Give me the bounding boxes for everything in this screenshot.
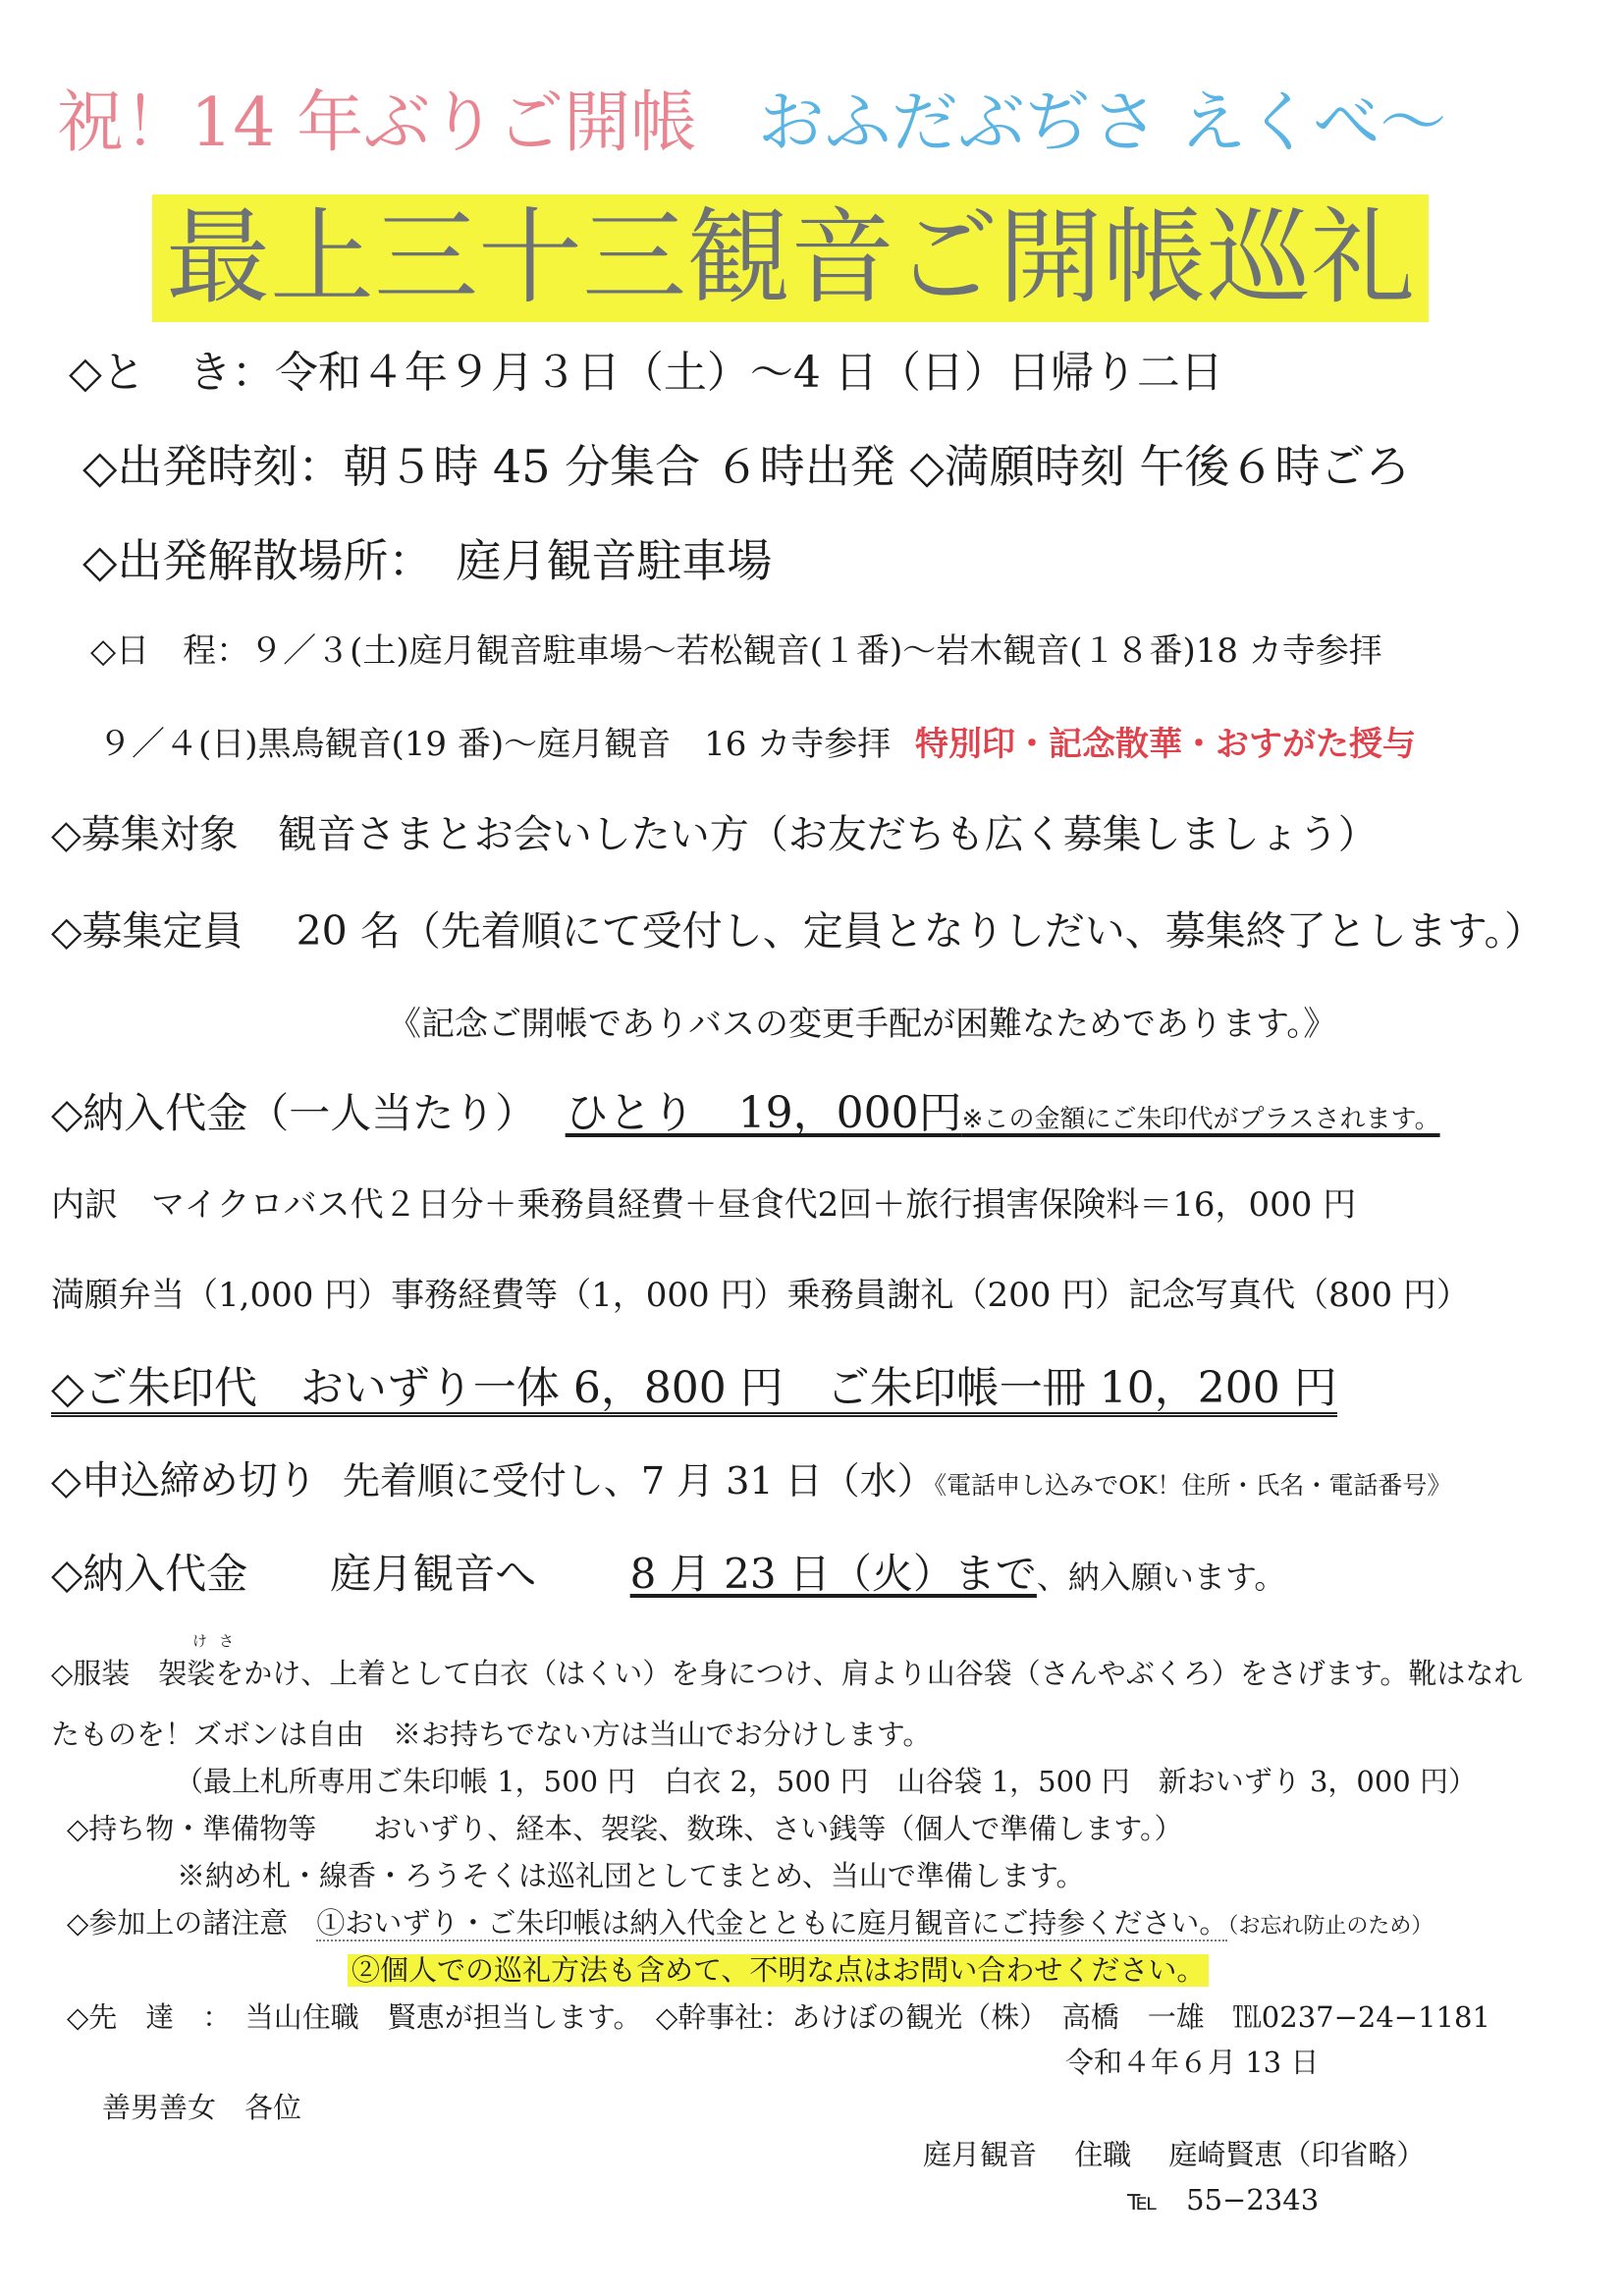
notes-label: ◇参加上の諸注意	[67, 1906, 317, 1940]
notes-item2: ②個人での巡礼方法も含めて、不明な点はお問い合わせください。	[348, 1954, 1209, 1987]
notes-line1	[67, 1906, 1434, 1940]
dress-line3-prices: （最上札所専用ご朱印帳 1，500 円 白衣 2，500 円 山谷袋 1，500 円 新おいずり 3，000 円）	[175, 1765, 1477, 1798]
capacity-note: 《記念ご開帳でありバスの変更手配が困難なためであります。》	[388, 1005, 1337, 1044]
payment-line	[51, 1550, 1286, 1598]
departure-line: ◇出発時刻：朝５時 45 分集合 ６時出発 ◇満願時刻 午後６時ごろ	[82, 440, 1411, 493]
addressee: 善男善女 各位	[102, 2091, 302, 2124]
guide-line: ◇先 達 ： 当山住職 賢恵が担当します。 ◇幹事社：あけぼの観光（株） 高橋 一雄 ℡0237−24−1181	[67, 2000, 1490, 2034]
notes-item1-small: （お忘れ防止のため）	[1227, 1914, 1434, 1939]
issue-date: 令和４年６月 13 日	[1065, 2046, 1320, 2079]
recruit-capacity: ◇募集定員 20 名（先着順にて受付し、定員となりしだい、募集終了とします。）	[51, 907, 1544, 955]
contact-phone: ℡ 55−2343	[1127, 2183, 1320, 2216]
payment-label: ◇納入代金 庭月観音へ	[51, 1550, 578, 1598]
headline	[57, 84, 1447, 162]
page-title: 最上三十三観音ご開帳巡礼	[152, 194, 1429, 322]
dress-line2: たものを！ズボンは自由 ※お持ちでない方は当山でお分けします。	[51, 1718, 932, 1751]
notes-item1: ①おいずり・ご朱印帳は納入代金とともに庭月観音にご持参ください。	[316, 1906, 1228, 1940]
dress-line1: ◇服装 袈裟をかけ、上着として白衣（はくい）を身につけ、肩より山谷袋（さんやぶくろ）をさげます。靴はなれ	[51, 1657, 1523, 1690]
fee-label: ◇納入代金（一人当たり）	[51, 1089, 537, 1137]
fee-amount: ひとり 19，000円	[565, 1088, 962, 1138]
recruit-target: ◇募集対象 観音さまとお会いしたい方（お友だちも広く募集しましょう）	[51, 812, 1378, 857]
headline-congrats: 祝！14 年ぶりご開帳	[57, 84, 698, 162]
headline-dialect: おふだぶぢさ えくべ〜	[757, 84, 1447, 162]
ruby-kesa: けさ	[192, 1632, 246, 1650]
fee-note: ※この金額にご朱印代がプラスされます。	[961, 1105, 1440, 1134]
breakdown-line1: 内訳 マイクロバス代２日分＋乗務員経費＋昼食代2回＋旅行損害保険料＝16，000 円	[51, 1185, 1357, 1225]
date-line: ◇と き：令和４年９月３日（土）〜4 日（日）日帰り二日	[69, 348, 1223, 398]
schedule-day2	[98, 725, 1417, 764]
items-line2: ※納め札・線香・ろうそくは巡礼団としてまとめ、当山で準備します。	[177, 1859, 1085, 1892]
special-gifts: 特別印・記念散華・おすがた授与	[915, 725, 1417, 764]
goshuin-fee-line: ◇ご朱印代 おいずり一体 6，800 円 ご朱印帳一冊 10，200 円	[51, 1367, 1337, 1417]
items-line1: ◇持ち物・準備物等 おいずり、経本、袈裟、数珠、さい銭等（個人で準備します。）	[67, 1812, 1183, 1845]
deadline-line	[51, 1458, 1452, 1503]
deadline-note: 《電話申し込みでOK！住所・氏名・電話番号》	[934, 1471, 1452, 1500]
schedule-day2-text: ９／４(日)黒鳥観音(19 番)〜庭月観音 16 カ寺参拝	[98, 725, 892, 764]
deadline-label: ◇申込締め切り	[51, 1458, 317, 1503]
signature: 庭月観音 住職 庭崎賢恵（印省略）	[923, 2138, 1426, 2171]
payment-note: 、納入願います。	[1036, 1558, 1286, 1596]
deadline-text: 先着順に受付し、7 月 31 日（水）	[342, 1459, 935, 1503]
payment-date: 8 月 23 日（火）まで	[629, 1550, 1037, 1598]
breakdown-line2: 満願弁当（1,000 円）事務経費等（1，000 円）乗務員謝礼（200 円）記念写真代（800 円）	[51, 1276, 1470, 1315]
schedule-day1: ◇日 程：９／３(土)庭月観音駐車場〜若松観音(１番)〜岩木観音(１８番)18 カ寺参拝	[90, 631, 1382, 671]
fee-line	[51, 1088, 1440, 1138]
meeting-place-line: ◇出発解散場所： 庭月観音駐車場	[82, 534, 773, 587]
